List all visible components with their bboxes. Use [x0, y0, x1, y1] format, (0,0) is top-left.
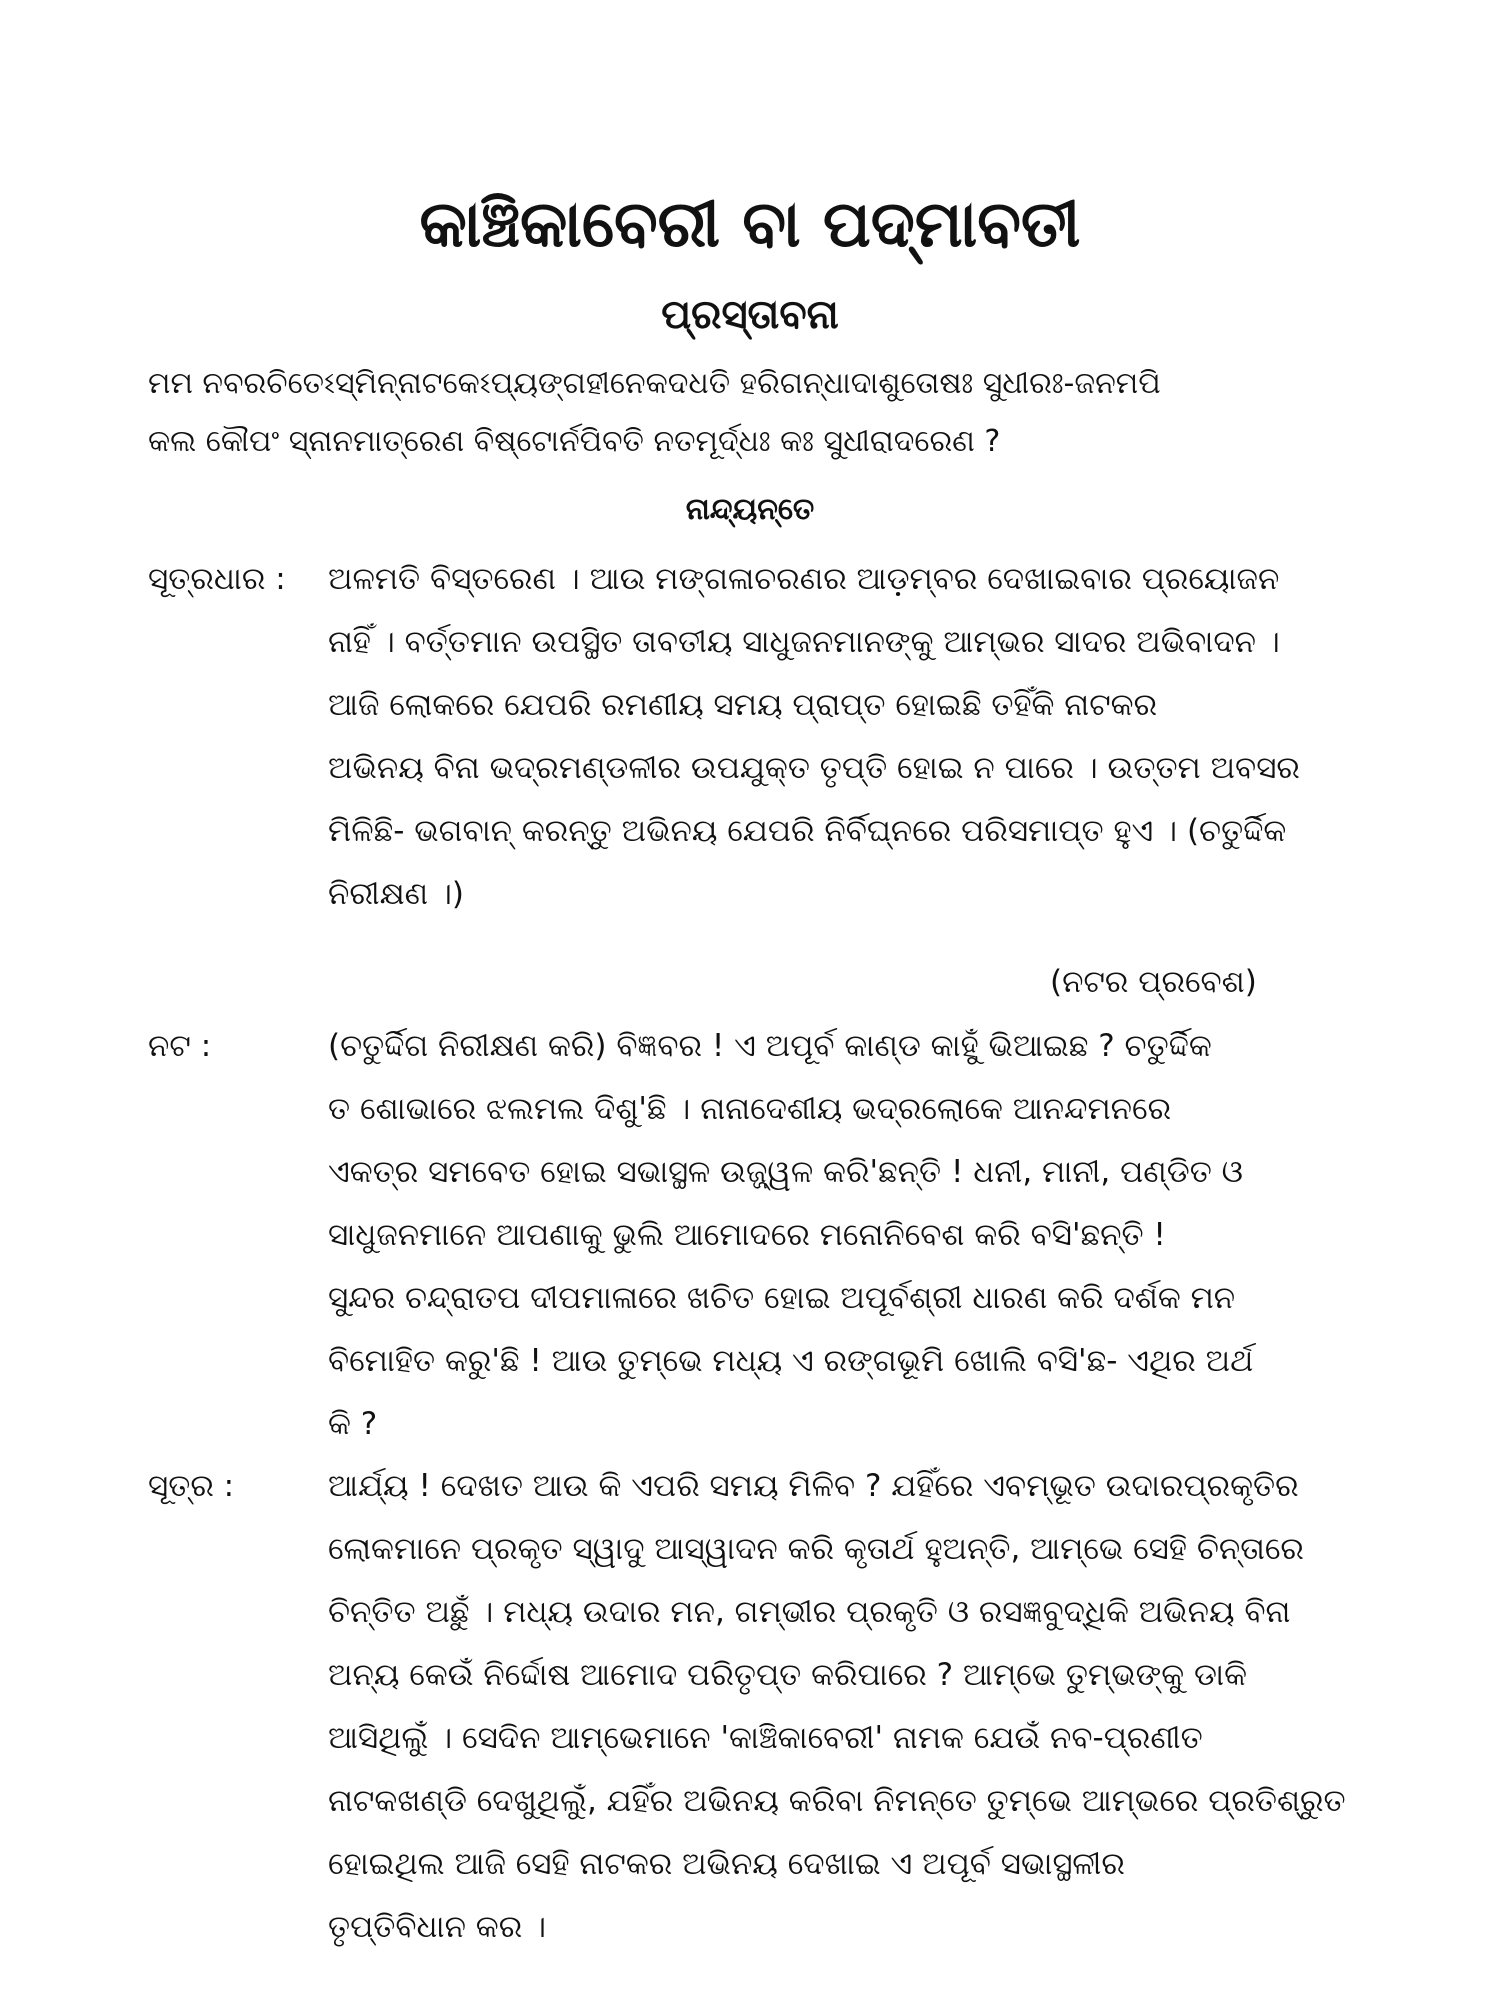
speech-line: ତୃପ୍ତିବିଧାନ କର । — [328, 1909, 547, 1945]
speaker-label: ନଟ : — [148, 1028, 212, 1064]
speech-line: ନାଟକଖଣ୍ଡି ଦେଖୁଥିଲୁଁ, ଯହିଁର ଅଭିନୟ କରିବା ନିମନ୍ତେ ତୁମ୍ଭେ ଆମ୍ଭରେ ପ୍ରତିଶ୍ରୁତ — [328, 1783, 1346, 1819]
speech-line: (ଚତୁର୍ଦ୍ଦିଗ ନିରୀକ୍ଷଣ କରି) ବିଜ୍ଞବର ! ଏ ଅପୂର୍ବ କାଣ୍ଡ କାହୁଁ ଭିଆଇଛ ? ଚତୁର୍ଦ୍ଦିକ — [328, 1028, 1212, 1064]
speech-line: ଆର୍ଯ୍ୟ ! ଦେଖତ ଆଉ କି ଏପରି ସମୟ ମିଳିବ ? ଯହିଁରେ ଏବମ୍ଭୂତ ଉଦାରପ୍ରକୃତିର — [328, 1468, 1299, 1504]
stage-direction-nandyante: ନାନ୍ଦ୍ୟନ୍ତେ — [685, 492, 815, 527]
speech-line: ଲୋକମାନେ ପ୍ରକୃତ ସ୍ୱାଦୁ ଆସ୍ୱାଦନ କରି କୃତାର୍ଥ ହୁଅନ୍ତି, ଆମ୍ଭେ ସେହି ଚିନ୍ତାରେ — [328, 1531, 1304, 1567]
speech-line: ଅଳମତି ବିସ୍ତରେଣ । ଆଉ ମଙ୍ଗଳାଚରଣର ଆଡ଼ମ୍ବର ଦେଖାଇବାର ପ୍ରୟୋଜନ — [328, 561, 1280, 597]
speech-line: ଏକତ୍ର ସମବେତ ହୋଇ ସଭାସ୍ଥଳ ଉଜ୍ଜ୍ୱଳ କରି'ଛନ୍ତି ! ଧନୀ, ମାନୀ, ପଣ୍ଡିତ ଓ — [328, 1154, 1244, 1190]
speech-line: ସାଧୁଜନମାନେ ଆପଣାକୁ ଭୁଲି ଆମୋଦରେ ମନୋନିବେଶ କରି ବସି'ଛନ୍ତି ! — [328, 1217, 1166, 1253]
speech-line: ଆଜି ଲୋକରେ ଯେପରି ରମଣୀୟ ସମୟ ପ୍ରାପ୍ତ ହୋଇଛି ତହିଁକି ନାଟକର — [328, 687, 1158, 723]
play-title: କାଞ୍ଚିକାବେରୀ ବା ପଦ୍ମାବତୀ — [419, 188, 1081, 262]
speech-text — [328, 548, 1408, 926]
speech-line: ବିମୋହିତ କରୁ'ଛି ! ଆଉ ତୁମ୍ଭେ ମଧ୍ୟ ଏ ରଙ୍ଗଭୂମି ଖୋଲି ବସି'ଛ- ଏଥିର ଅର୍ଥ — [328, 1343, 1254, 1379]
speech-text — [328, 1455, 1408, 1959]
speech-line: ଅଭିନୟ ବିନା ଭଦ୍ରମଣ୍ଡଳୀର ଉପଯୁକ୍ତ ତୃପ୍ତି ହୋଇ ନ ପାରେ । ଉତ୍ତମ ଅବସର — [328, 750, 1300, 786]
speech-line: ହୋଇଥିଲ ଆଜି ସେହି ନାଟକର ଅଭିନୟ ଦେଖାଇ ଏ ଅପୂର୍ବ ସଭାସ୍ଥଳୀର — [328, 1846, 1125, 1882]
section-heading: ପ୍ରସ୍ତାବନା — [661, 292, 839, 338]
stage-direction-entry: (ନଟର ପ୍ରବେଶ) — [1050, 964, 1257, 1000]
speech-text — [328, 1015, 1408, 1456]
speech-line: ସୁନ୍ଦର ଚନ୍ଦ୍ରାତପ ଦୀପମାଳାରେ ଖଚିତ ହୋଇ ଅପୂର୍ବଶ୍ରୀ ଧାରଣ କରି ଦର୍ଶକ ମନ — [328, 1280, 1236, 1316]
speech-line: ଚିନ୍ତିତ ଅଛୁଁ । ମଧ୍ୟ ଉଦାର ମନ, ଗମ୍ଭୀର ପ୍ରକୃତି ଓ ରସଜ୍ଞବୁଦ୍ଧିକି ଅଭିନୟ ବିନା — [328, 1594, 1291, 1630]
speech-line: କି ? — [328, 1406, 378, 1442]
speaker-label: ସୂତ୍ର : — [148, 1468, 235, 1504]
speech-line: ତ ଶୋଭାରେ ଝଲମଲ ଦିଶୁ'ଛି । ନାନାଦେଶୀୟ ଭଦ୍ରଲୋକେ ଆନନ୍ଦମନରେ — [328, 1091, 1172, 1127]
speech-line: ଅନ୍ୟ କେଉଁ ନିର୍ଦ୍ଦୋଷ ଆମୋଦ ପରିତୃପ୍ତ କରିପାରେ ? ଆମ୍ଭେ ତୁମ୍ଭଙ୍କୁ ଡାକି — [328, 1657, 1247, 1693]
speech-line: ନିରୀକ୍ଷଣ ।) — [328, 876, 464, 912]
invocation-line: କଲ କୌପଂ ସ୍ନାନମାତ୍ରେଣ ବିଷ୍ଟୋର୍ନପିବତି ନତମୂର୍ଦ୍ଧଃ କଃ ସୁଧୀରାଦରେଣ ? — [148, 424, 1001, 459]
invocation-verse — [148, 355, 1398, 471]
speech-line: ମିଳିଛି- ଭଗବାନ୍ କରନ୍ତୁ ଅଭିନୟ ଯେପରି ନିର୍ବିଘ୍ନରେ ପରିସମାପ୍ତ ହୁଏ । (ଚତୁର୍ଦ୍ଦିକ — [328, 813, 1287, 849]
invocation-line: ମମ ନବରଚିତେଽସ୍ମିନ୍ନାଟକେଽପ୍ୟଙ୍ଗହୀନେକଦଧତି ହରିଗନ୍ଧାଦାଶୁତୋଷଃ ସୁଧୀରଃ-ଜନମପି — [148, 366, 1161, 401]
speech-line: ନାହିଁ । ବର୍ତ୍ତମାନ ଉପସ୍ଥିତ ତାବତୀୟ ସାଧୁଜନମାନଙ୍କୁ ଆମ୍ଭର ସାଦର ଅଭିବାଦନ । — [328, 624, 1280, 660]
speaker-label: ସୂତ୍ରଧାର : — [148, 561, 286, 597]
speech-line: ଆସିଥିଲୁଁ । ସେଦିନ ଆମ୍ଭେମାନେ 'କାଞ୍ଚିକାବେରୀ' ନାମକ ଯେଉଁ ନବ-ପ୍ରଣୀତ — [328, 1720, 1203, 1756]
